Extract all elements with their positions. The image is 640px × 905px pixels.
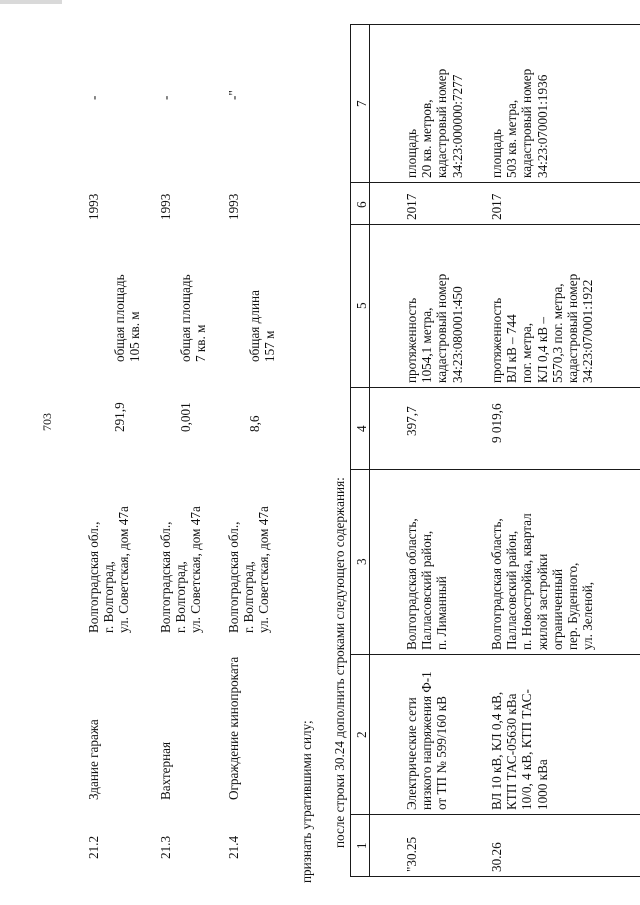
object-name: ВЛ 10 кВ, КЛ 0,4 кВ, КТП ТАС-05630 кВа 10/0, 4 кВ, КТП ТАС- 1000 кВа bbox=[489, 689, 550, 810]
header-col-3: 3 bbox=[354, 558, 369, 565]
header-bottom-border bbox=[369, 25, 370, 877]
object-address: Волгоградская обл., г. Волгоград, ул. Советская, дом 47а bbox=[86, 506, 132, 633]
object-address: Волгоградская область, Палласовский район, п. Новостройка, квартал жилой застройки ограниченный пер. Буденного, ул. Зеленой, bbox=[489, 513, 596, 650]
object-address: Волгоградская область, Палласовский район, п. Лиманный bbox=[404, 518, 450, 650]
object-characteristic: протяженность 1054,1 метра, кадастровый номер 34:23:080001:450 bbox=[404, 273, 465, 383]
object-characteristic: общая площадь 105 кв. м bbox=[112, 274, 143, 362]
table-top-border bbox=[350, 25, 351, 877]
object-note: площадь 503 кв. метра, кадастровый номер 34:23:070001:1936 bbox=[489, 68, 550, 178]
object-value: 8,6 bbox=[247, 415, 262, 432]
object-address: Волгоградская обл., г. Волгоград, ул. Советская, дом 47а bbox=[226, 506, 272, 633]
col-divider-3 bbox=[350, 654, 640, 655]
col-divider-1 bbox=[350, 876, 640, 877]
header-col-4: 4 bbox=[354, 425, 369, 432]
row-number: 30.26 bbox=[489, 842, 504, 872]
object-name: Здание гаража bbox=[86, 719, 101, 800]
object-value: 0,001 bbox=[178, 402, 193, 432]
object-year: 2017 bbox=[404, 193, 419, 220]
header-col-2: 2 bbox=[354, 731, 369, 738]
object-address: Волгоградская обл., г. Волгоград, ул. Советская, дом 47а bbox=[158, 506, 204, 633]
page-number: 703 bbox=[40, 413, 54, 431]
object-value: 9 019,6 bbox=[489, 403, 504, 443]
object-characteristic: общая длина 157 м bbox=[247, 290, 278, 362]
col-divider-8 bbox=[350, 24, 640, 25]
row-number: 21.4 bbox=[226, 835, 241, 859]
col-divider-6 bbox=[350, 224, 640, 225]
object-year: 1993 bbox=[226, 193, 241, 220]
object-value: 397,7 bbox=[404, 406, 419, 436]
col-divider-7 bbox=[350, 182, 640, 183]
object-note: площадь 20 кв. метров, кадастровый номер 34:23:000000:7277 bbox=[404, 68, 465, 178]
invalid-statement: признать утратившими силу; bbox=[299, 720, 314, 883]
object-year: 1993 bbox=[86, 193, 101, 220]
col-divider-4 bbox=[350, 469, 640, 470]
row-number: 21.3 bbox=[158, 835, 173, 859]
object-note: - bbox=[86, 95, 101, 100]
object-year: 2017 bbox=[489, 193, 504, 220]
object-name: Электрические сети низкого напряжения Ф-1 от ТП № 599/160 кВ bbox=[404, 671, 450, 810]
row-number: 21.2 bbox=[86, 835, 101, 859]
col-divider-2 bbox=[350, 814, 640, 815]
object-characteristic: протяженность ВЛ кВ – 744 пог. метра, КЛ 0,4 кВ – 5570,3 пог. метра, кадастровый номер 34:23:070001:1922 bbox=[489, 273, 596, 383]
header-col-1: 1 bbox=[354, 842, 369, 849]
row-number: "30.25 bbox=[404, 836, 419, 872]
object-year: 1993 bbox=[158, 193, 173, 220]
object-note: - bbox=[158, 95, 173, 100]
header-col-5: 5 bbox=[354, 302, 369, 309]
header-col-6: 6 bbox=[354, 201, 369, 208]
add-rows-statement: после строки 30.24 дополнить строками следующего содержания: bbox=[332, 477, 347, 848]
header-col-7: 7 bbox=[354, 100, 369, 107]
object-characteristic: общая площадь 7 кв. м bbox=[178, 274, 209, 362]
object-note: -" bbox=[226, 90, 241, 100]
object-name: Вахтерная bbox=[158, 741, 173, 800]
old-row-21-2 bbox=[86, 0, 243, 905]
object-name: Ограждение кинопроката bbox=[226, 656, 241, 800]
object-value: 291,9 bbox=[112, 402, 127, 432]
col-divider-5 bbox=[350, 387, 640, 388]
